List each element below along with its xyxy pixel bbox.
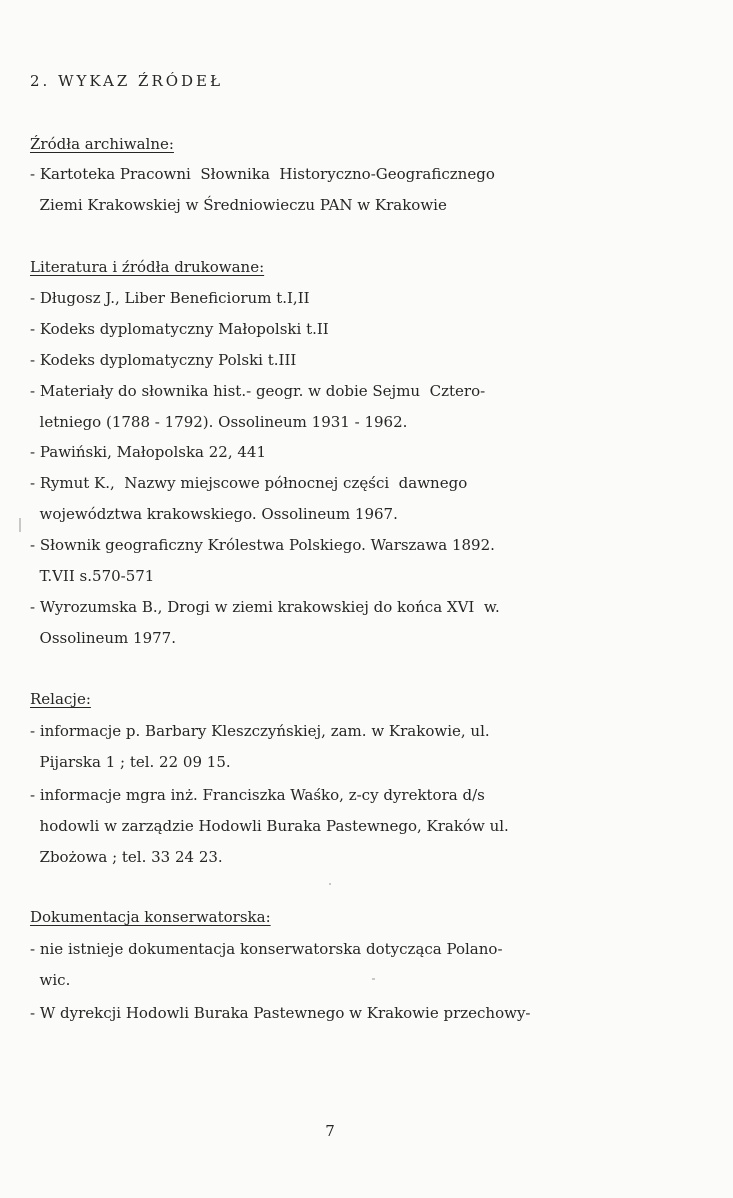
page-number: 7 bbox=[325, 1122, 335, 1140]
section-title: 2. WYKAZ ŹRÓDEŁ bbox=[30, 72, 224, 90]
archival-line: Ziemi Krakowskiej w Średniowieczu PAN w Krakowie bbox=[30, 196, 447, 214]
scan-mark bbox=[329, 883, 331, 885]
literature-line: - Rymut K., Nazwy miejscowe północnej części dawnego bbox=[30, 474, 468, 492]
documentation-heading: Dokumentacja konserwatorska: bbox=[30, 908, 271, 926]
scan-mark bbox=[372, 978, 375, 980]
archival-heading: Źródła archiwalne: bbox=[30, 135, 174, 153]
literature-line: - Kodeks dyplomatyczny Małopolski t.II bbox=[30, 320, 329, 338]
documentation-line: wic. bbox=[30, 971, 71, 989]
relations-line: hodowli w zarządzie Hodowli Buraka Pastewnego, Kraków ul. bbox=[30, 817, 509, 835]
literature-line: Ossolineum 1977. bbox=[30, 629, 176, 647]
literature-line: - Materiały do słownika hist.- geogr. w dobie Sejmu Cztero- bbox=[30, 382, 486, 400]
relations-line: Pijarska 1 ; tel. 22 09 15. bbox=[30, 753, 231, 771]
literature-line: letniego (1788 - 1792). Ossolineum 1931 - 1962. bbox=[30, 413, 408, 431]
relations-line: - informacje mgra inż. Franciszka Waśko, z-cy dyrektora d/s bbox=[30, 786, 485, 804]
literature-line: T.VII s.570-571 bbox=[30, 567, 155, 585]
relations-line: Zbożowa ; tel. 33 24 23. bbox=[30, 848, 223, 866]
literature-line: - Wyrozumska B., Drogi w ziemi krakowskiej do końca XVI w. bbox=[30, 598, 500, 616]
literature-line: - Pawiński, Małopolska 22, 441 bbox=[30, 443, 266, 461]
documentation-line: - W dyrekcji Hodowli Buraka Pastewnego w Krakowie przechowy- bbox=[30, 1004, 531, 1022]
literature-line: województwa krakowskiego. Ossolineum 1967. bbox=[30, 505, 398, 523]
scan-mark bbox=[19, 518, 21, 532]
literature-heading: Literatura i źródła drukowane: bbox=[30, 258, 265, 276]
literature-line: - Kodeks dyplomatyczny Polski t.III bbox=[30, 351, 297, 369]
literature-line: - Słownik geograficzny Królestwa Polskiego. Warszawa 1892. bbox=[30, 536, 495, 554]
documentation-line: - nie istnieje dokumentacja konserwatorska dotycząca Polano- bbox=[30, 940, 503, 958]
archival-line: - Kartoteka Pracowni Słownika Historyczno-Geograficznego bbox=[30, 165, 495, 183]
literature-line: - Długosz J., Liber Beneficiorum t.I,II bbox=[30, 289, 310, 307]
relations-line: - informacje p. Barbary Kleszczyńskiej, zam. w Krakowie, ul. bbox=[30, 722, 490, 740]
relations-heading: Relacje: bbox=[30, 690, 91, 708]
